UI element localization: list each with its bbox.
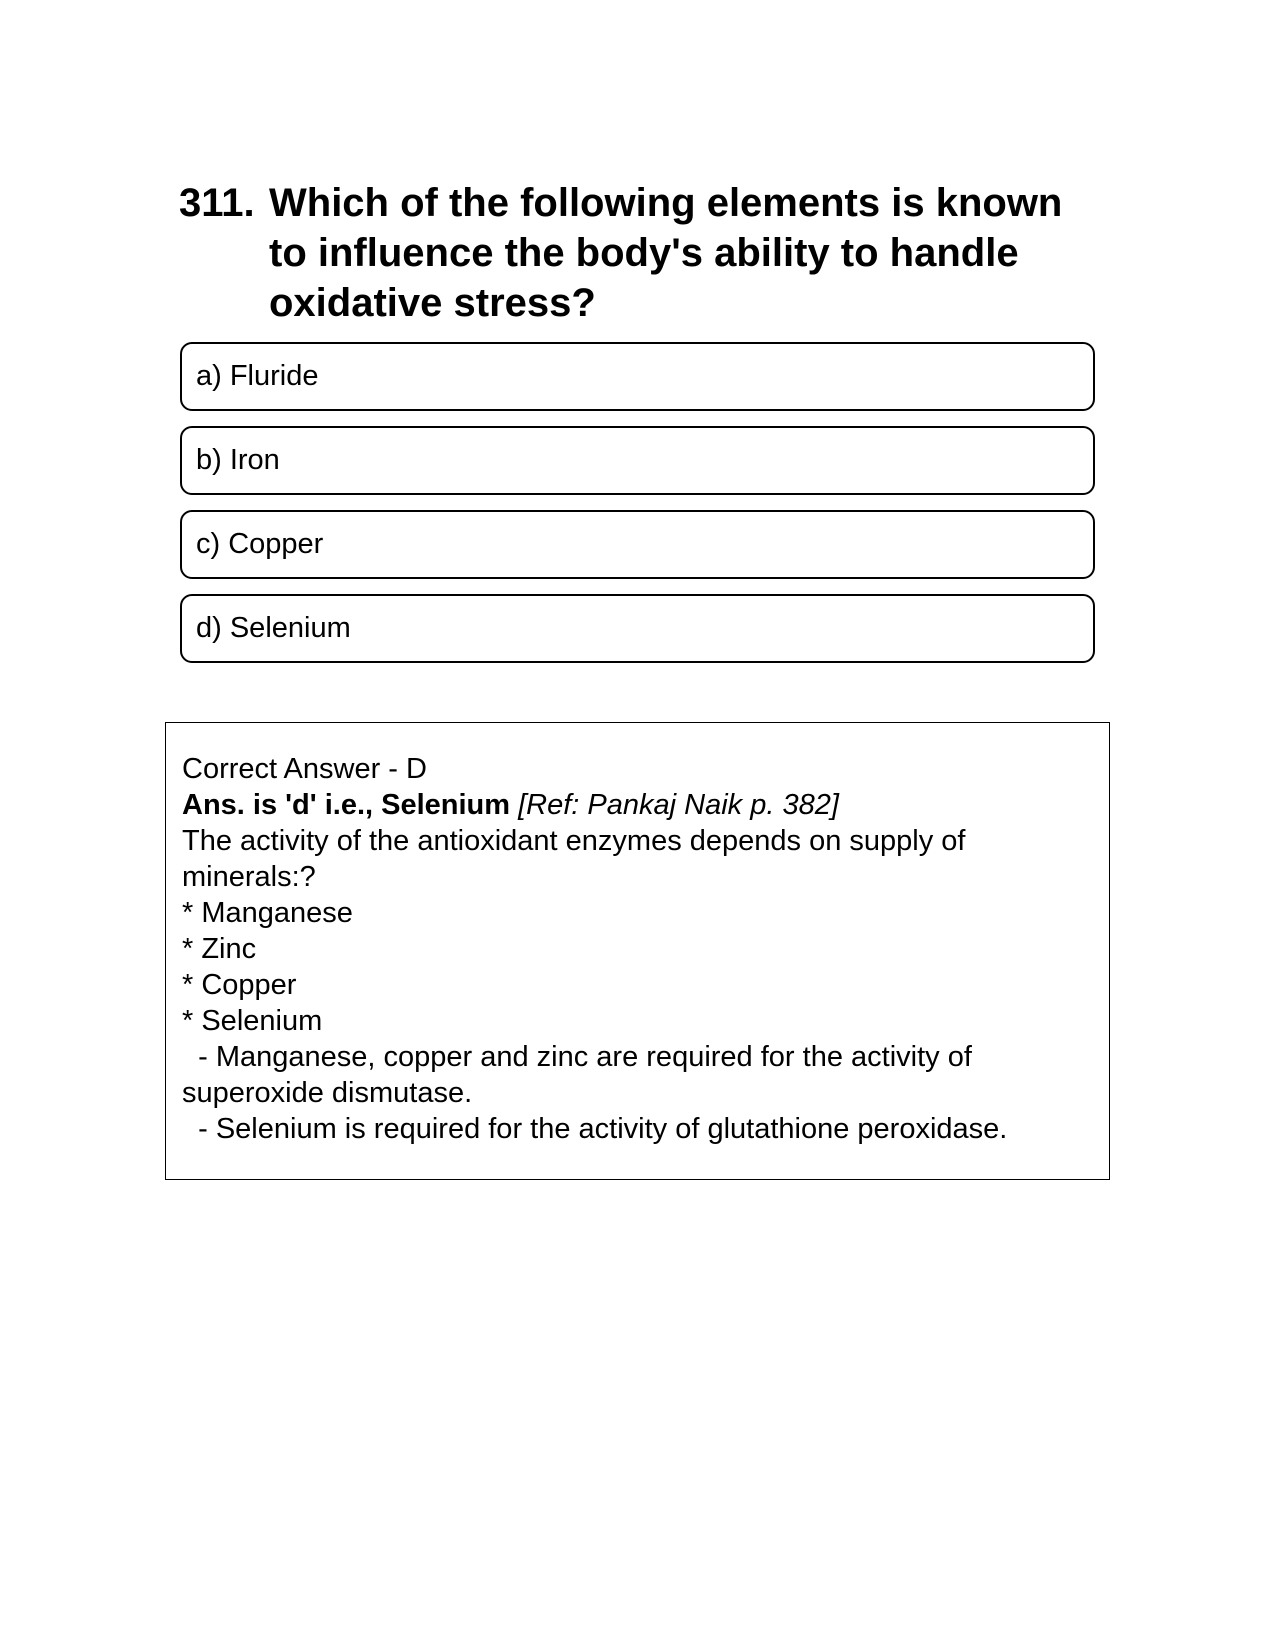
option-c[interactable]: c) Copper <box>180 510 1095 579</box>
option-a[interactable]: a) Fluride <box>180 342 1095 411</box>
explanation-intro: The activity of the antioxidant enzymes depends on supply of minerals:? <box>182 825 974 893</box>
options-list <box>180 342 1095 678</box>
question-number: 311. <box>179 181 255 225</box>
explanation-note: - Manganese, copper and zinc are required for the activity of superoxide dismutase. <box>182 1041 980 1109</box>
mineral-item: * Manganese <box>182 897 353 929</box>
question <box>179 178 1079 328</box>
question-text: Which of the following elements is known to influence the body's ability to handle oxidative stress? <box>269 181 1063 325</box>
option-d[interactable]: d) Selenium <box>180 594 1095 663</box>
reference: [Ref: Pankaj Naik p. 382] <box>518 789 839 821</box>
mineral-item: * Copper <box>182 969 297 1001</box>
option-b[interactable]: b) Iron <box>180 426 1095 495</box>
answer-summary <box>182 787 1093 823</box>
explanation-note: - Selenium is required for the activity of glutathione peroxidase. <box>182 1113 1008 1145</box>
mineral-item: * Selenium <box>182 1005 323 1037</box>
answer-explanation <box>165 722 1110 1180</box>
answer-bold: Ans. is 'd' i.e., Selenium <box>182 789 511 821</box>
mineral-item: * Zinc <box>182 933 257 965</box>
correct-answer: Correct Answer - D <box>182 753 427 785</box>
